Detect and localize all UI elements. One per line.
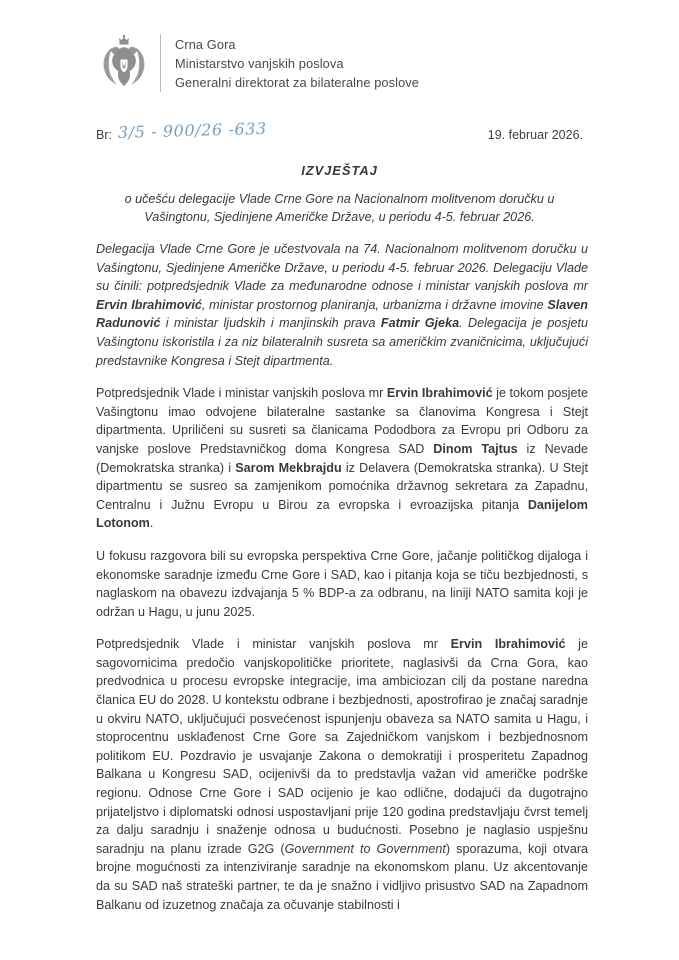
text-run: .	[149, 516, 154, 531]
letterhead-ministry: Ministarstvo vanjskih poslova	[175, 56, 344, 71]
emphasized-name: Ervin Ibrahimović	[450, 637, 566, 652]
reference-number-group	[96, 118, 268, 143]
emphasized-name: Ervin Ibrahimović	[386, 386, 493, 401]
paragraph-p1-delegation	[96, 240, 588, 370]
text-run: i ministar ljudskih i manjinskih prava	[160, 316, 381, 331]
letterhead-divider	[160, 34, 161, 92]
emphasized-name: Ervin Ibrahimović	[96, 297, 202, 312]
text-run: Potpredsjednik Vlade i ministar vanjskih poslova mr	[96, 637, 451, 652]
letterhead-directorate: Generalni direktorat za bilateralne poslove	[175, 75, 420, 90]
text-run: ) sporazuma, koji otvara brojne mogućnosti za intenziviranje saradnje na ekonomskom planu. Uz akcentovanje da su SAD naš strateški partner, te da je snažno i vidljivo prisustvo SAD na Zapadnom Balkanu od izuzetnog značaja za očuvanje stabilnosti i	[96, 841, 589, 912]
letterhead-text	[175, 32, 419, 94]
text-run: . Delegacija je posjetu Vašingtonu iskoristila i za niz bilateralnih susreta sa američkim zvaničnicima, uključujući predstavnike Kongresa i Stejt dipartmenta.	[96, 316, 588, 368]
text-run: iz Delavera (Demokratska stranka). U Stejt dipartmentu se susreo sa zamjenikom pomoćnika državnog sekretara za Zapadnu, Centralnu i Južnu Evropu u Birou za evropska i evroazijska pitanja	[96, 460, 588, 512]
document-subtitle: o učešću delegacije Vlade Crne Gore na Nacionalnom molitvenom doručku u Vašingtonu, Sjedinjene Američke Države, u periodu 4-5. februar 2026.	[124, 192, 555, 224]
letterhead-country: Crna Gora	[175, 37, 236, 52]
paragraph-p4-foreign-policy-priorities	[96, 635, 588, 914]
document-body	[96, 240, 588, 914]
paragraph-p3-talks-focus	[96, 547, 588, 621]
text-run: Government to Government	[284, 841, 446, 856]
page-title: IZVJEŠTAJ	[301, 163, 378, 178]
emphasized-name: Dinom Tajtus	[433, 441, 518, 456]
reference-label: Br:	[96, 128, 112, 142]
handwritten-reference-number: 3/5 - 900/26 -633	[117, 118, 268, 142]
text-run: je sagovornicima predočio vanjskopolitičke prioritete, naglasivši da Crna Gora, kao predvodnica u procesu evropske integracije, ima ambiciozan cilj da postane naredna članica EU do 2028. U kontekstu odbrane i bezbjednosti, apostrofirao je značaj saradnje u okviru NATO, uključujući posvećenost ispunjenju obaveza sa NATO samita u Hagu, i stoprocentnu usklađenost Crne Gore sa Zajedničkom vanjskom i bezbjednosnom politikom EU. Pozdravio je usvajanje Zakona o demokratiji i prosperitetu Zapadnog Balkana u Kongresu SAD, ocijenivši da to predstavlja važan vid američke podrške regionu. Odnose Crne Gore i SAD ocijenio je kao odlične, dodajući da dugotrajno prijateljstvo i diplomatski odnosi uspostavljani prije 120 godina predstavljaju čvrst temelj za dalju saradnju i snaženje odnosa u budućnosti. Posebno je naglasio uspješnu saradnju na planu izrade G2G (	[96, 637, 588, 856]
text-run: Delegacija Vlade Crne Gore je učestvovala na 74. Nacionalnom molitvenom doručku u Vašingtonu, Sjedinjene Američke Države, u periodu 4-5. februar 2026. Delegaciju Vlade su činili: potpredsjednik Vlade za međunarodne odnose i ministar vanjskih poslova mr	[96, 242, 588, 294]
title-block	[96, 163, 583, 226]
text-run: Potpredsjednik Vlade i ministar vanjskih poslova mr	[96, 386, 387, 401]
text-run: je tokom posjete Vašingtonu imao odvojene bilateralne sastanke sa članovima Kongresa i Stejt dipartmenta. Upriličeni su susreti sa članicama Pododbora za Evropu pri Odboru za vanjske poslove Predstavničkog doma Kongresa SAD	[96, 386, 588, 456]
emphasized-name: Fatmir Gjeka	[380, 316, 460, 331]
emphasized-name: Danijelom Lotonom	[96, 497, 588, 531]
text-run: , ministar prostornog planiranja, urbanizma i državne imovine	[201, 297, 548, 312]
document-date: 19. februar 2026.	[487, 128, 583, 142]
emphasized-name: Slaven Radunović	[96, 297, 588, 331]
montenegro-coat-of-arms-icon	[96, 32, 152, 94]
text-run: iz Nevade (Demokratska stranka) i	[96, 441, 588, 475]
reference-row	[96, 118, 583, 143]
text-run: U fokusu razgovora bili su evropska perspektiva Crne Gore, jačanje političkog dijaloga i ekonomske saradnje između Crne Gore i SAD, kao i pitanja koja se tiču bezbjednosti, s naglaskom na obavezu izdvajanja 5 % BDP-a za odbranu, na liniji NATO samita koji je održan u Hagu, u junu 2025.	[96, 548, 588, 619]
paragraph-p2-bilateral-meetings	[96, 384, 588, 533]
emphasized-name: Sarom Mekbrajdu	[235, 460, 342, 475]
letterhead	[96, 32, 419, 94]
